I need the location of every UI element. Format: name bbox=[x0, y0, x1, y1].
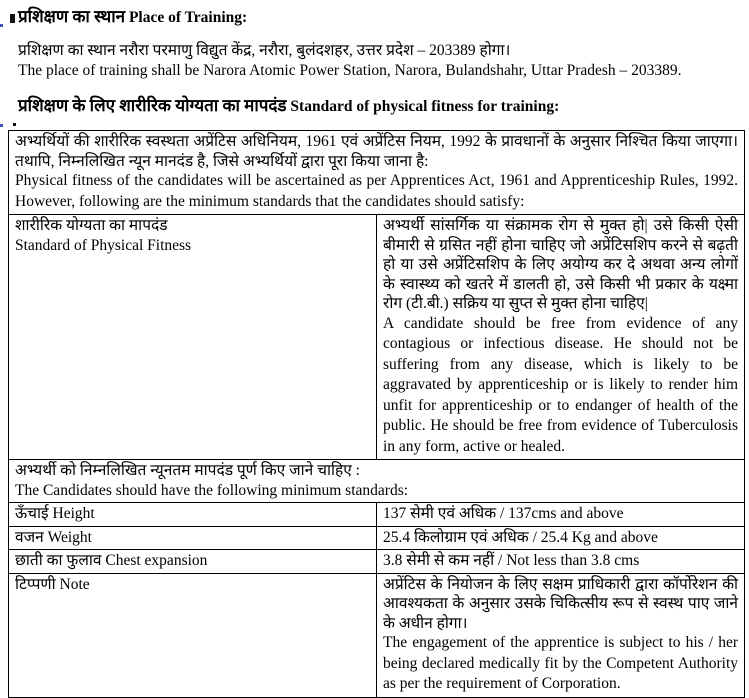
heading-place-of-training-english: Place of Training: bbox=[128, 9, 248, 26]
standard-desc-cell bbox=[377, 215, 745, 460]
heading-place-of-training-hindi: प्रशिक्षण का स्थान bbox=[18, 7, 126, 26]
height-label-cell bbox=[9, 503, 377, 527]
heading-place-of-training bbox=[18, 6, 744, 28]
standard-label-english: Standard of Physical Fitness bbox=[15, 236, 192, 254]
intro-text-hindi: अभ्यर्थियों की शारीरिक स्वस्थता अप्रेंटिस अधिनियम, 1961 एवं अप्रेंटिस नियम, 1992 के प्रावधानों के अनुसार निश्चित किया जाएगा। तथापि, निम्नलिखित न्यून मानदंड है, जिसे अभ्यर्थियों द्वारा पूरा किया जाना है: bbox=[15, 133, 738, 170]
chest-label-english: Chest expansion bbox=[105, 552, 208, 569]
heading-physical-fitness-hindi: प्रशिक्षण के लिए शारीरिक योग्यता का मापदंड bbox=[18, 96, 287, 115]
weight-label-hindi: वजन bbox=[15, 528, 44, 546]
place-of-training-text-english: The place of training shall be Narora Atomic Power Station, Narora, Bulandshahr, Uttar Pradesh – 203389. bbox=[18, 62, 682, 79]
table-row-height bbox=[9, 503, 745, 527]
clipped-list-number-dot bbox=[13, 123, 16, 126]
clipped-list-number-fragment bbox=[10, 14, 15, 23]
intro-cell bbox=[9, 131, 745, 215]
height-value-cell: 137 सेमी एवं अधिक / 137cms and above bbox=[377, 503, 745, 527]
table-row-note bbox=[9, 573, 745, 697]
table-row-intro bbox=[9, 131, 745, 215]
note-body-english: The engagement of the apprentice is subject to his / her being declared medically fit by the Competent Authority as per the requirement of Corporation. bbox=[383, 634, 738, 692]
table-row-standard bbox=[9, 215, 745, 460]
weight-value-cell: 25.4 किलोग्राम एवं अधिक / 25.4 Kg and above bbox=[377, 526, 745, 550]
place-of-training-text-hindi: प्रशिक्षण का स्थान नरौरा परमाणु विद्युत केंद्र, नरौरा, बुलंदशहर, उत्तर प्रदेश – 203389 होगा। bbox=[18, 42, 511, 59]
minimum-intro-hindi: अभ्यर्थी को निम्नलिखित न्यूनतम मापदंड पूर्ण किए जाने चाहिए : bbox=[15, 462, 360, 479]
chest-label-hindi: छाती का फुलाव bbox=[15, 552, 102, 569]
height-label-hindi: ऊँचाई bbox=[15, 505, 49, 522]
chest-label-cell bbox=[9, 550, 377, 574]
heading-physical-fitness bbox=[18, 95, 744, 117]
table-row-minimum-intro bbox=[9, 460, 745, 503]
note-body-cell bbox=[377, 573, 745, 697]
left-edge-artifact bbox=[0, 124, 3, 127]
fitness-standards-table bbox=[8, 130, 745, 698]
intro-text-english: Physical fitness of the candidates will be ascertained as per Apprentices Act, 1961 and Apprenticeship Rules, 1992. However, following are the minimum standards that the candidates should satisfy: bbox=[15, 172, 738, 210]
standard-label-cell bbox=[9, 215, 377, 460]
weight-label-cell bbox=[9, 526, 377, 550]
note-label-english: Note bbox=[59, 575, 90, 593]
left-edge-artifact bbox=[0, 24, 3, 27]
minimum-intro-cell bbox=[9, 460, 745, 503]
note-label-hindi: टिप्पणी bbox=[15, 575, 56, 593]
place-of-training-paragraph bbox=[18, 41, 744, 81]
minimum-intro-english: The Candidates should have the following minimum standards: bbox=[15, 481, 409, 499]
table-row-chest-expansion bbox=[9, 550, 745, 574]
height-label-english: Height bbox=[52, 505, 95, 522]
standard-desc-english: A candidate should be free from evidence of any contagious or infectious disease. He should not be suffering from any disease, which is likely to be aggravated by apprenticeship or is likely to render him unfit for apprenticeship or to endanger of health of the public. He should be free from evidence of Tuberculosis in any form, active or healed. bbox=[383, 314, 738, 455]
chest-value-cell: 3.8 सेमी से कम नहीं / Not less than 3.8 cms bbox=[377, 550, 745, 574]
heading-physical-fitness-english: Standard of physical fitness for training: bbox=[290, 98, 560, 115]
note-body-hindi: अप्रेंटिस के नियोजन के लिए सक्षम प्राधिकारी द्वारा कॉर्पोरेशन की आवश्यकता के अनुसार उसके चिकित्सीय रूप से स्वस्थ पाए जाने के अधीन होगा। bbox=[383, 575, 738, 632]
weight-label-english: Weight bbox=[47, 528, 92, 546]
standard-label-hindi: शारीरिक योग्यता का मापदंड bbox=[15, 217, 168, 234]
note-label-cell bbox=[9, 573, 377, 697]
standard-desc-hindi: अभ्यर्थी सांसर्गिक या संक्रामक रोग से मुक्त हो| उसे किसी ऐसी बीमारी से ग्रसित नहीं होना चाहिए जो अप्रेंटिसशिप करने से बढ़ती हो या उसे अप्रेंटिसशिप के लिए अयोग्य कर दे अथवा अन्य लोगों के स्वास्थ्य को खतरे में डालती हो, उसे किसी भी प्रकार के यक्ष्मा रोग (टी.बी.) सक्रिय या सुप्त से मुक्त होना चाहिए| bbox=[383, 217, 738, 312]
table-row-weight bbox=[9, 526, 745, 550]
